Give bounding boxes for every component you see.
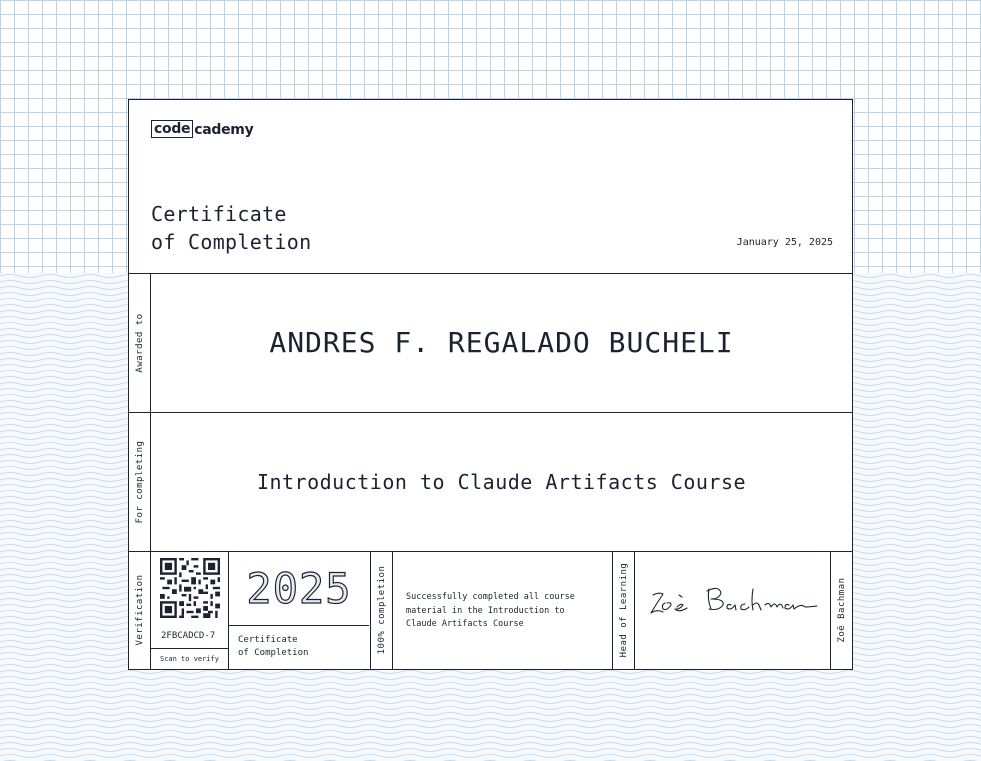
year-caption: Certificate of Completion <box>238 635 309 658</box>
head-side <box>613 551 635 669</box>
logo-cademy: cademy <box>194 122 254 138</box>
verification-code: 2FBCADCD-7 <box>161 631 216 641</box>
awarded-side <box>129 273 151 412</box>
completion-label: 100% completion <box>376 565 387 655</box>
course-side <box>129 412 151 551</box>
year-cell <box>229 551 371 669</box>
certificate-header <box>129 100 852 274</box>
head-of-learning-label: Head of Learning <box>618 562 629 658</box>
completion-description: Successfully completed all course material in the Introduction to Claude Artifacts Course <box>406 592 575 629</box>
signature-icon <box>645 581 825 629</box>
codecademy-logo <box>151 120 253 138</box>
recipient-name: ANDRES F. REGALADO BUCHELI <box>269 326 734 359</box>
verification-cell <box>151 551 229 669</box>
verification-side <box>129 551 151 669</box>
signature-cell <box>635 551 831 669</box>
scan-to-verify-link[interactable]: Scan to verify <box>151 648 228 669</box>
for-completing-label: For completing <box>134 440 145 523</box>
awarded-row <box>129 273 852 413</box>
certificate <box>128 99 853 670</box>
description-cell <box>393 551 613 669</box>
course-row <box>129 412 852 552</box>
course-name: Introduction to Claude Artifacts Course <box>256 469 747 494</box>
signer-side <box>831 551 852 669</box>
logo-code: code <box>151 120 193 138</box>
qr-code-icon[interactable] <box>160 558 220 618</box>
verification-label: Verification <box>134 574 145 646</box>
certificate-date: January 25, 2025 <box>736 237 833 248</box>
signer-name: Zoë Bachman <box>836 577 847 643</box>
completion-side <box>371 551 393 669</box>
certificate-footer <box>129 551 852 669</box>
certificate-year: 2025 <box>229 551 369 626</box>
certificate-title: Certificate of Completion <box>151 202 312 254</box>
awarded-label: Awarded to <box>134 312 145 373</box>
